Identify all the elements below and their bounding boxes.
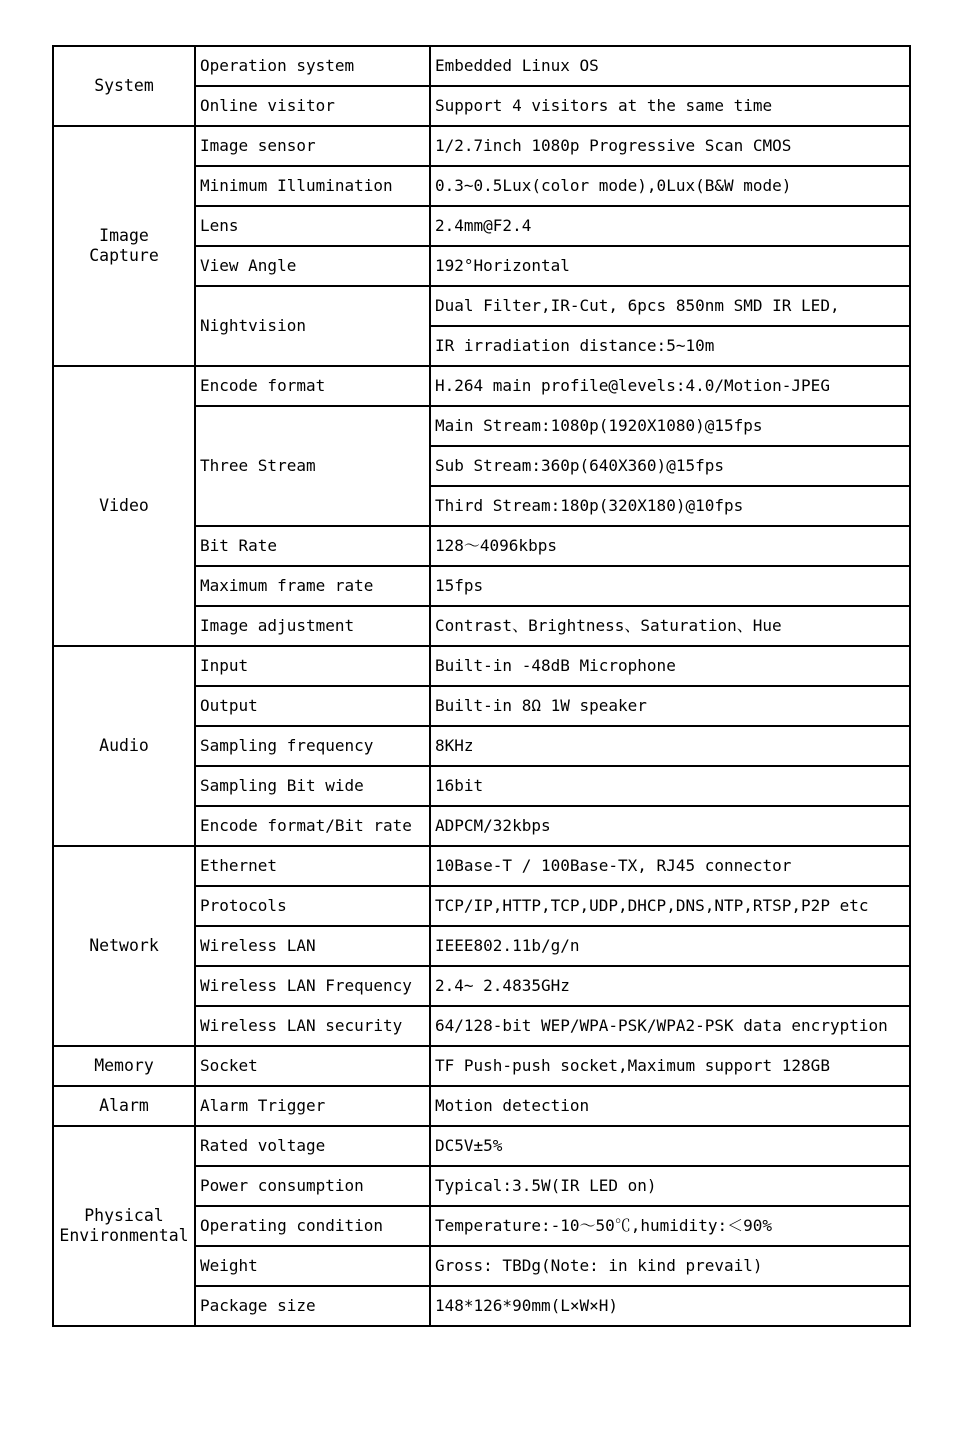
value-cell: Main Stream:1080p(1920X1080)@15fps [430, 406, 910, 446]
parameter-cell: Wireless LAN Frequency [195, 966, 430, 1006]
table-row [53, 1126, 910, 1166]
value-cell: TF Push-push socket,Maximum support 128GB [430, 1046, 910, 1086]
table-row [53, 366, 910, 406]
value-cell: 1/2.7inch 1080p Progressive Scan CMOS [430, 126, 910, 166]
value-cell: 64/128-bit WEP/WPA-PSK/WPA2-PSK data encryption [430, 1006, 910, 1046]
parameter-cell: Nightvision [195, 286, 430, 366]
value-cell: ADPCM/32kbps [430, 806, 910, 846]
table-row [53, 846, 910, 886]
value-cell: Gross: TBDg(Note: in kind prevail) [430, 1246, 910, 1286]
value-cell: Support 4 visitors at the same time [430, 86, 910, 126]
parameter-cell: Maximum frame rate [195, 566, 430, 606]
value-cell: Sub Stream:360p(640X360)@15fps [430, 446, 910, 486]
table-row [53, 126, 910, 166]
table-row [53, 1046, 910, 1086]
value-cell: 16bit [430, 766, 910, 806]
category-cell-image-capture: Image Capture [53, 126, 195, 366]
value-cell: IR irradiation distance:5~10m [430, 326, 910, 366]
parameter-cell: Online visitor [195, 86, 430, 126]
value-cell: 10Base-T / 100Base-TX, RJ45 connector [430, 846, 910, 886]
category-cell-network: Network [53, 846, 195, 1046]
parameter-cell: Encode format/Bit rate [195, 806, 430, 846]
value-cell: Built-in 8Ω 1W speaker [430, 686, 910, 726]
parameter-cell: Lens [195, 206, 430, 246]
category-cell-video: Video [53, 366, 195, 646]
category-cell-audio: Audio [53, 646, 195, 846]
table-row [53, 46, 910, 86]
parameter-cell: Rated voltage [195, 1126, 430, 1166]
value-cell: 8KHz [430, 726, 910, 766]
value-cell: Built-in -48dB Microphone [430, 646, 910, 686]
parameter-cell: Bit Rate [195, 526, 430, 566]
parameter-cell: Sampling Bit wide [195, 766, 430, 806]
value-cell: Typical:3.5W(IR LED on) [430, 1166, 910, 1206]
table-row [53, 646, 910, 686]
parameter-cell: Alarm Trigger [195, 1086, 430, 1126]
value-cell: 148*126*90mm(L×W×H) [430, 1286, 910, 1326]
parameter-cell: Sampling frequency [195, 726, 430, 766]
table-row [53, 1086, 910, 1126]
category-cell-system: System [53, 46, 195, 126]
value-cell: 2.4mm@F2.4 [430, 206, 910, 246]
value-cell: Dual Filter,IR-Cut, 6pcs 850nm SMD IR LED, [430, 286, 910, 326]
parameter-cell: Minimum Illumination [195, 166, 430, 206]
value-cell: IEEE802.11b/g/n [430, 926, 910, 966]
parameter-cell: Encode format [195, 366, 430, 406]
value-cell: 0.3~0.5Lux(color mode),0Lux(B&W mode) [430, 166, 910, 206]
category-cell-physical-environmental: Physical Environmental [53, 1126, 195, 1326]
parameter-cell: Socket [195, 1046, 430, 1086]
value-cell: Motion detection [430, 1086, 910, 1126]
parameter-cell: Wireless LAN [195, 926, 430, 966]
parameter-cell: Power consumption [195, 1166, 430, 1206]
parameter-cell: View Angle [195, 246, 430, 286]
value-cell: Embedded Linux OS [430, 46, 910, 86]
value-cell: Third Stream:180p(320X180)@10fps [430, 486, 910, 526]
parameter-cell: Operation system [195, 46, 430, 86]
parameter-cell: Wireless LAN security [195, 1006, 430, 1046]
parameter-cell: Weight [195, 1246, 430, 1286]
parameter-cell: Package size [195, 1286, 430, 1326]
parameter-cell: Three Stream [195, 406, 430, 526]
category-cell-memory: Memory [53, 1046, 195, 1086]
parameter-cell: Image sensor [195, 126, 430, 166]
value-cell: 192°Horizontal [430, 246, 910, 286]
parameter-cell: Image adjustment [195, 606, 430, 646]
value-cell: H.264 main profile@levels:4.0/Motion-JPEG [430, 366, 910, 406]
parameter-cell: Ethernet [195, 846, 430, 886]
value-cell: 128～4096kbps [430, 526, 910, 566]
value-cell: 2.4~ 2.4835GHz [430, 966, 910, 1006]
parameter-cell: Protocols [195, 886, 430, 926]
parameter-cell: Output [195, 686, 430, 726]
category-cell-alarm: Alarm [53, 1086, 195, 1126]
parameter-cell: Operating condition [195, 1206, 430, 1246]
value-cell: 15fps [430, 566, 910, 606]
spec-table-body [53, 46, 910, 1326]
spec-table [52, 45, 911, 1327]
value-cell: TCP/IP,HTTP,TCP,UDP,DHCP,DNS,NTP,RTSP,P2P etc [430, 886, 910, 926]
parameter-cell: Input [195, 646, 430, 686]
value-cell: Temperature:-10～50℃,humidity:＜90% [430, 1206, 910, 1246]
value-cell: DC5V±5% [430, 1126, 910, 1166]
value-cell: Contrast、Brightness、Saturation、Hue [430, 606, 910, 646]
